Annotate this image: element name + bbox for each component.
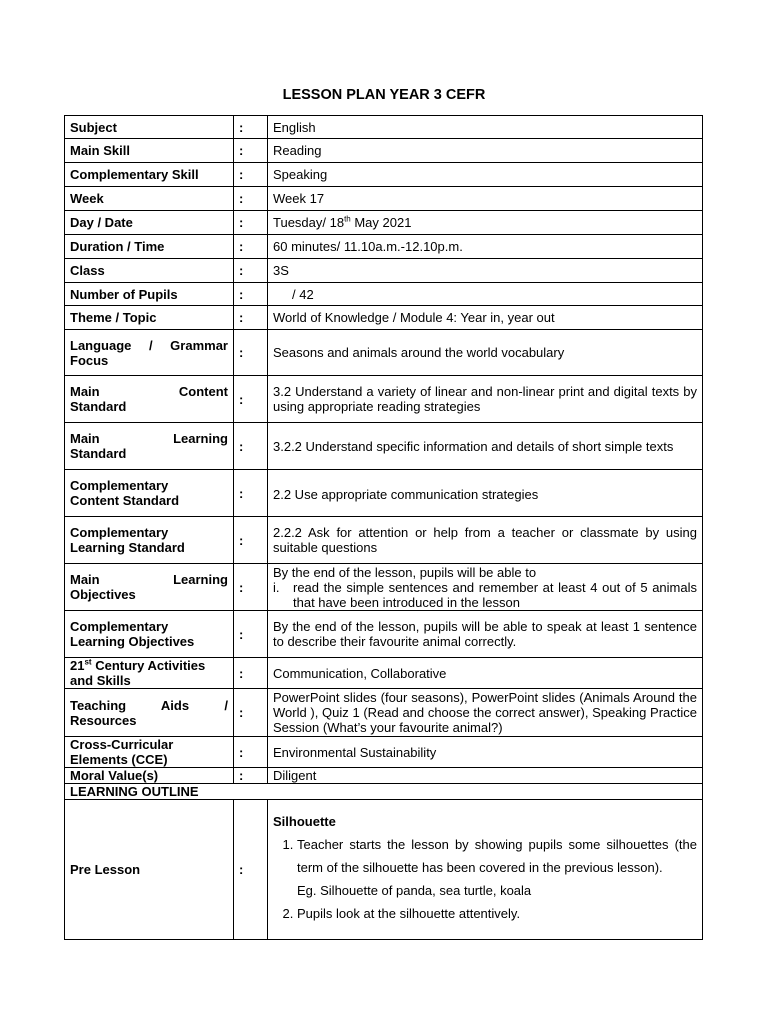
subject-label: Subject (65, 116, 234, 139)
colon: : (234, 306, 268, 330)
step-item (297, 902, 697, 925)
row-complementary-skill (65, 163, 703, 187)
aids-value: PowerPoint slides (four seasons), PowerPoint slides (Animals Around the World ), Quiz 1 (Read and choose the correct answer), Speaking Practice Session (What’s your favourite animal?) (268, 689, 703, 737)
colon: : (234, 658, 268, 689)
date-text-1: Tuesday/ 18 (273, 215, 345, 230)
moral-value: Diligent (268, 768, 703, 784)
moral-label: Moral Value(s) (65, 768, 234, 784)
colon: : (234, 611, 268, 658)
lesson-plan-table (64, 115, 703, 940)
century-value: Communication, Collaborative (268, 658, 703, 689)
century-text: Century Activities and Skills (70, 658, 206, 688)
row-main-content-standard (65, 376, 703, 423)
row-theme (65, 306, 703, 330)
class-value: 3S (268, 259, 703, 283)
colon: : (234, 283, 268, 306)
row-main-learning-standard (65, 423, 703, 470)
comp-learning-label (65, 517, 234, 564)
colon: : (234, 211, 268, 235)
comp-learning-label-line2: Learning Standard (70, 540, 185, 555)
row-duration (65, 235, 703, 259)
colon: : (234, 800, 268, 940)
century-label (65, 658, 234, 689)
grammar-value: Seasons and animals around the world vocabulary (268, 330, 703, 376)
row-number-of-pupils (65, 283, 703, 306)
main-content-value: 3.2 Understand a variety of linear and non-linear print and digital texts by using appropriate reading strategies (268, 376, 703, 423)
objectives-intro: By the end of the lesson, pupils will be able to (273, 564, 537, 580)
main-content-label (65, 376, 234, 423)
week-label: Week (65, 187, 234, 211)
row-main-learning-objectives (65, 564, 703, 611)
row-week (65, 187, 703, 211)
colon: : (234, 768, 268, 784)
complementary-skill-value: Speaking (268, 163, 703, 187)
pre-lesson-steps (273, 833, 697, 925)
row-grammar-focus (65, 330, 703, 376)
row-21st-century (65, 658, 703, 689)
step-1-text: Teacher starts the lesson by showing pupils some silhouettes (the term of the silhouette has been covered in the previous lesson). (297, 837, 697, 875)
colon: : (234, 235, 268, 259)
colon: : (234, 139, 268, 163)
step-item (297, 833, 697, 902)
main-learning-label-line2: Standard (70, 446, 127, 461)
pre-lesson-content (268, 800, 703, 940)
row-complementary-learning-standard (65, 517, 703, 564)
comp-objectives-label-line1: Complementary (70, 619, 169, 634)
step-2-text: Pupils look at the silhouette attentively. (297, 906, 521, 921)
cce-label: Cross-Curricular Elements (CCE) (65, 737, 234, 768)
main-skill-label: Main Skill (65, 139, 234, 163)
main-objectives-label-line1: Main Learning (70, 572, 228, 587)
grammar-label (65, 330, 234, 376)
colon: : (234, 689, 268, 737)
comp-content-label-line1: Complementary (70, 478, 169, 493)
main-skill-value: Reading (268, 139, 703, 163)
comp-objectives-label-line2: Learning Objectives (70, 634, 195, 649)
aids-label-line2: Resources (70, 712, 137, 728)
row-complementary-content-standard (65, 470, 703, 517)
row-day-date (65, 211, 703, 235)
row-teaching-aids (65, 689, 703, 737)
week-value: Week 17 (268, 187, 703, 211)
class-label: Class (65, 259, 234, 283)
grammar-label-line1: Language / Grammar (70, 337, 228, 353)
theme-label: Theme / Topic (65, 306, 234, 330)
row-main-skill (65, 139, 703, 163)
colon: : (234, 737, 268, 768)
comp-objectives-value: By the end of the lesson, pupils will be able to speak at least 1 sentence to describe their favourite animal correctly. (268, 611, 703, 658)
pupils-label: Number of Pupils (65, 283, 234, 306)
learning-outline-heading: LEARNING OUTLINE (65, 784, 703, 800)
century-number: 21 (70, 658, 85, 673)
comp-content-value: 2.2 Use appropriate communication strategies (268, 470, 703, 517)
row-cce (65, 737, 703, 768)
colon: : (234, 423, 268, 470)
pupils-value: / 42 (268, 283, 703, 306)
objective-text: read the simple sentences and remember at least 4 out of 5 animals that have been introduced in the lesson (293, 579, 697, 610)
main-objectives-label-line2: Objectives (70, 587, 136, 602)
row-learning-outline (65, 784, 703, 800)
colon: : (234, 330, 268, 376)
colon: : (234, 564, 268, 611)
date-text-2: May 2021 (350, 215, 412, 230)
row-class (65, 259, 703, 283)
comp-learning-value: 2.2.2 Ask for attention or help from a teacher or classmate by using suitable questions (268, 517, 703, 564)
main-content-label-line1: Main Content (70, 384, 228, 399)
main-content-label-line2: Standard (70, 399, 127, 414)
day-date-value (268, 211, 703, 235)
comp-content-label-line2: Content Standard (70, 493, 180, 508)
comp-learning-label-line1: Complementary (70, 525, 169, 540)
duration-label: Duration / Time (65, 235, 234, 259)
date-ordinal: th (344, 214, 351, 224)
aids-label-line1: Teaching Aids / (70, 697, 228, 713)
aids-label (65, 689, 234, 737)
colon: : (234, 376, 268, 423)
row-pre-lesson (65, 800, 703, 940)
objective-number: i. (273, 579, 280, 595)
colon: : (234, 163, 268, 187)
comp-content-label (65, 470, 234, 517)
century-ordinal: st (84, 657, 92, 667)
main-learning-label-line1: Main Learning (70, 431, 228, 446)
main-objectives-value (268, 564, 703, 611)
row-subject (65, 116, 703, 139)
objective-item (273, 580, 697, 610)
colon: : (234, 470, 268, 517)
row-complementary-learning-objectives (65, 611, 703, 658)
row-moral-values (65, 768, 703, 784)
day-date-label: Day / Date (65, 211, 234, 235)
step-1-example: Eg. Silhouette of panda, sea turtle, koala (297, 883, 532, 898)
main-learning-value: 3.2.2 Understand specific information and details of short simple texts (268, 423, 703, 470)
duration-value: 60 minutes/ 11.10a.m.-12.10p.m. (268, 235, 703, 259)
grammar-label-line2: Focus (70, 352, 109, 368)
colon: : (234, 259, 268, 283)
colon: : (234, 187, 268, 211)
comp-objectives-label (65, 611, 234, 658)
subject-value: English (268, 116, 703, 139)
colon: : (234, 517, 268, 564)
pre-lesson-label: Pre Lesson (65, 800, 234, 940)
complementary-skill-label: Complementary Skill (65, 163, 234, 187)
cce-value: Environmental Sustainability (268, 737, 703, 768)
theme-value: World of Knowledge / Module 4: Year in, year out (268, 306, 703, 330)
page-title: LESSON PLAN YEAR 3 CEFR (282, 87, 486, 103)
colon: : (234, 116, 268, 139)
main-learning-label (65, 423, 234, 470)
main-objectives-label (65, 564, 234, 611)
activity-title: Silhouette (273, 814, 336, 829)
